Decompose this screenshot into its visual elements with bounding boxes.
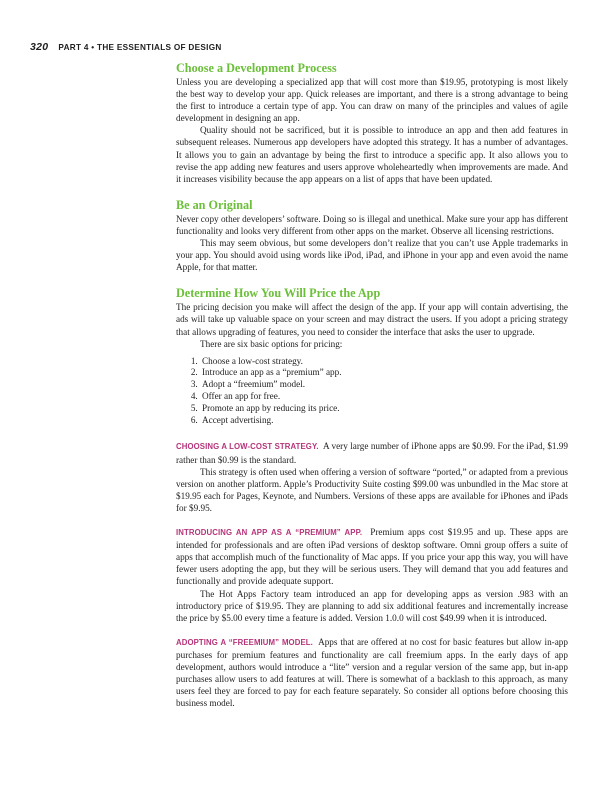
paragraph-premium	[176, 526, 568, 587]
paragraph-freemium	[176, 636, 568, 710]
pricing-options-list	[176, 356, 568, 427]
paragraph: Never copy other developers’ software. Doing so is illegal and unethical. Make sure your app has different functionality and looks very different from other apps on the market. Observe all licensing restrictions.	[176, 213, 568, 236]
paragraph-text: Premium apps cost $19.95 and up. These apps are intended for professionals and are often iPad versions of desktop software. Omni group offers a suite of apps that accomplish much of the functionality of Mac apps. If you price your app this way, you will have fewer users adopting the app, but they will be serious users. They will demand that you add features and functionally and provide adequate support.	[176, 527, 568, 587]
runin-heading-freemium: ADOPTING A “FREEMIUM” MODEL.	[176, 637, 313, 647]
list-item: 5. Promote an app by reducing its price.	[200, 403, 568, 415]
paragraph-low-cost	[176, 440, 568, 465]
page-number: 320	[30, 41, 49, 53]
text-column	[176, 60, 568, 709]
paragraph-text: Apps that are offered at no cost for basic features but allow in-app purchases for premium features and functionality are call freemium apps. In the early days of app development, authors would introduce a “lite” version and a regular version of the same app, but in-app purchases allow users to add features at will. There is somewhat of a backlash to this approach, as many users feel they are forced to pay for each feature separately. So consider all options before choosing this business model.	[176, 636, 568, 709]
list-item: 3. Adopt a “freemium” model.	[200, 379, 568, 391]
list-item: 6. Accept advertising.	[200, 415, 568, 427]
heading-development-process: Choose a Development Process	[176, 61, 337, 75]
list-item: 2. Introduce an app as a “premium” app.	[200, 367, 568, 379]
paragraph: Quality should not be sacrificed, but it is possible to introduce an app and then add features in subsequent releases. Numerous app developers have adopted this strategy. It has a number of advantages. It allows you to gain an advantage by being the first to introduce a specific app. It also allows you to revise the app adding new features and users approve wholeheartedly when improvements are made. And it increases visibility because the app appears on a list of apps that have been updated.	[176, 125, 568, 184]
list-item: 4. Offer an app for free.	[200, 391, 568, 403]
runin-heading-low-cost: CHOOSING A LOW-COST STRATEGY.	[176, 442, 319, 452]
heading-pricing: Determine How You Will Price the App	[176, 286, 381, 301]
paragraph: This may seem obvious, but some developers don’t realize that you can’t use Apple trademarks in your app. You should avoid using words like iPod, iPad, and iPhone in your app and even avoid the name Apple, for that matter.	[176, 238, 568, 273]
list-item: 1. Choose a low-cost strategy.	[200, 356, 568, 368]
heading-be-an-original: Be an Original	[176, 197, 253, 212]
part-title: PART 4 • THE ESSENTIALS OF DESIGN	[58, 43, 222, 52]
runin-heading-premium: INTRODUCING AN APP AS A “PREMIUM” APP.	[176, 528, 363, 538]
paragraph: There are six basic options for pricing:	[200, 338, 343, 349]
running-head	[30, 41, 222, 53]
paragraph: This strategy is often used when offering a version of software “ported,” or adapted from a previous version on another platform. Apple’s Productivity Suite costing $99.00 was unbundled in the Mac store at $19.95 each for Pages, Keynote, and Numbers. Versions of these apps are available for iPhones and iPads for $9.95.	[176, 466, 568, 513]
paragraph: The pricing decision you make will affect the design of the app. If your app will contain advertising, the ads will take up valuable space on your screen and may distract the users. If you adopt a pricing strategy that allows upgrading of features, you need to consider the interface that asks the user to upgrade.	[176, 302, 568, 337]
paragraph: Unless you are developing a specialized app that will cost more than $19.95, prototyping is most likely the best way to develop your app. Quick releases are important, and there is a strong advantage to being the first to introduce a certain type of app. You can draw on many of the principles and values of agile development in designing an app.	[176, 77, 568, 124]
paragraph-text: A very large number of iPhone apps are $0.99. For the iPad, $1.99 rather than $0.99 is the standard.	[176, 441, 568, 465]
paragraph: The Hot Apps Factory team introduced an app for developing apps as version .983 with an introductory price of $19.95. They are planning to add six additional features and incrementally increase the price by $5.00 every time a feature is added. Version 1.0.0 will cost $49.99 when it is introduced.	[176, 588, 568, 623]
